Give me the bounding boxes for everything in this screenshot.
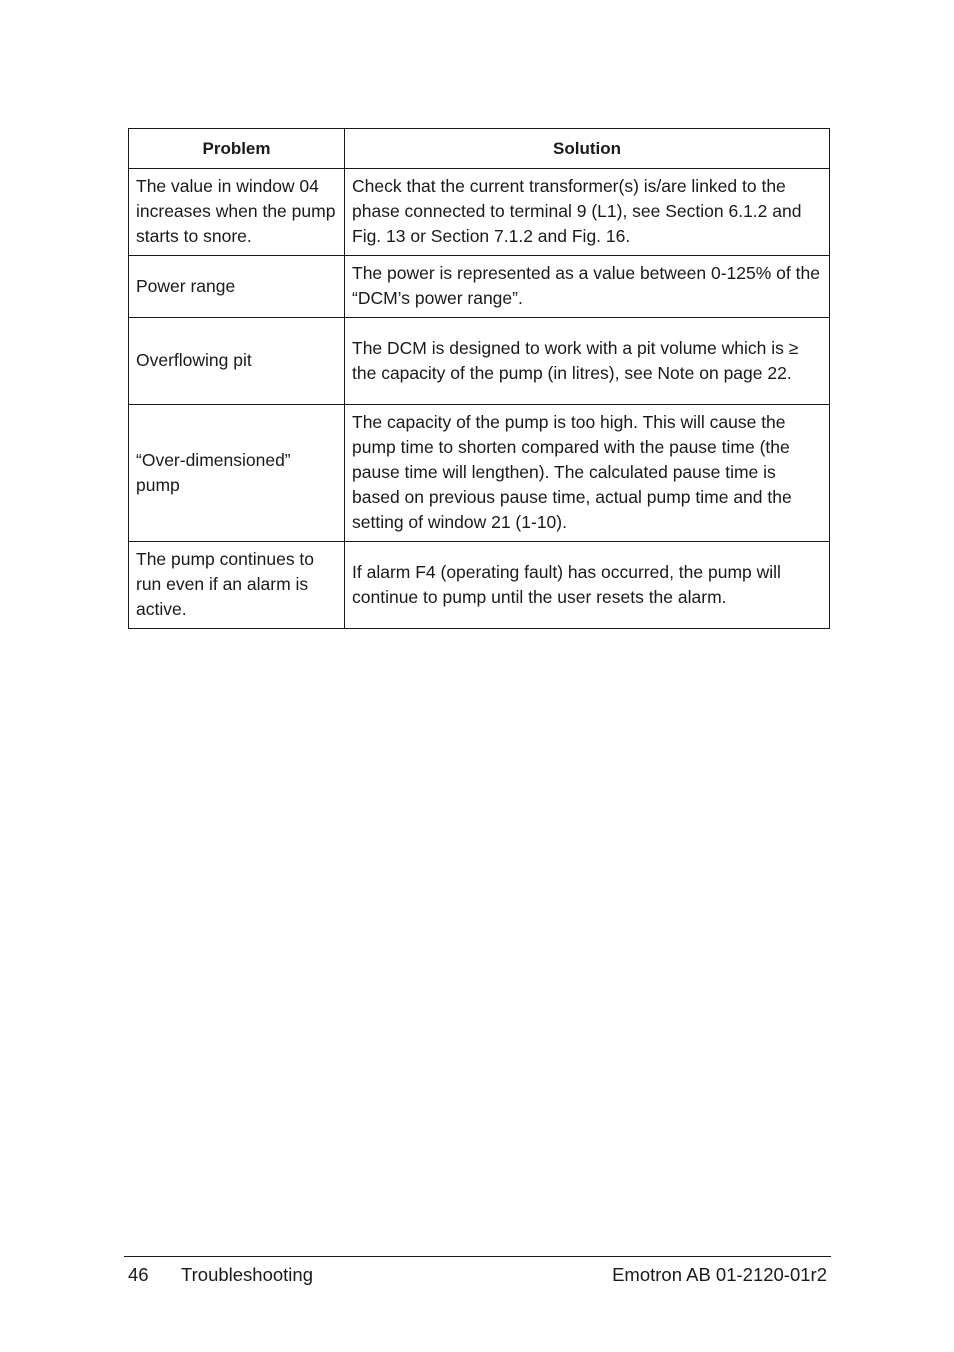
footer-divider [124,1256,831,1257]
page-number: 46 [128,1264,149,1285]
header-problem: Problem [129,129,345,169]
troubleshooting-table [128,128,830,629]
problem-cell: The value in window 04 increases when the pump starts to snore. [129,169,345,256]
problem-cell: Power range [129,256,345,318]
footer-document-id: Emotron AB 01-2120-01r2 [612,1264,827,1285]
table-row [129,318,830,405]
problem-cell: “Over-dimensioned” pump [129,405,345,542]
table-row [129,169,830,256]
solution-cell: The capacity of the pump is too high. This will cause the pump time to shorten compared with the pause time (the pause time will lengthen). The calculated pause time is based on previous pause time, actual pump time and the setting of window 21 (1-10). [345,405,830,542]
header-solution: Solution [345,129,830,169]
solution-cell: The DCM is designed to work with a pit volume which is ≥ the capacity of the pump (in litres), see Note on page 22. [345,318,830,405]
table-row [129,405,830,542]
solution-cell: Check that the current transformer(s) is/are linked to the phase connected to terminal 9 (L1), see Section 6.1.2 and Fig. 13 or Section 7.1.2 and Fig. 16. [345,169,830,256]
problem-cell: Overflowing pit [129,318,345,405]
solution-cell: The power is represented as a value between 0-125% of the “DCM’s power range”. [345,256,830,318]
footer-section-title: Troubleshooting [181,1264,313,1285]
page-footer [128,1262,827,1288]
table-row [129,256,830,318]
solution-cell: If alarm F4 (operating fault) has occurred, the pump will continue to pump until the user resets the alarm. [345,542,830,629]
table-header-row [129,129,830,169]
table-row [129,542,830,629]
problem-cell: The pump continues to run even if an alarm is active. [129,542,345,629]
